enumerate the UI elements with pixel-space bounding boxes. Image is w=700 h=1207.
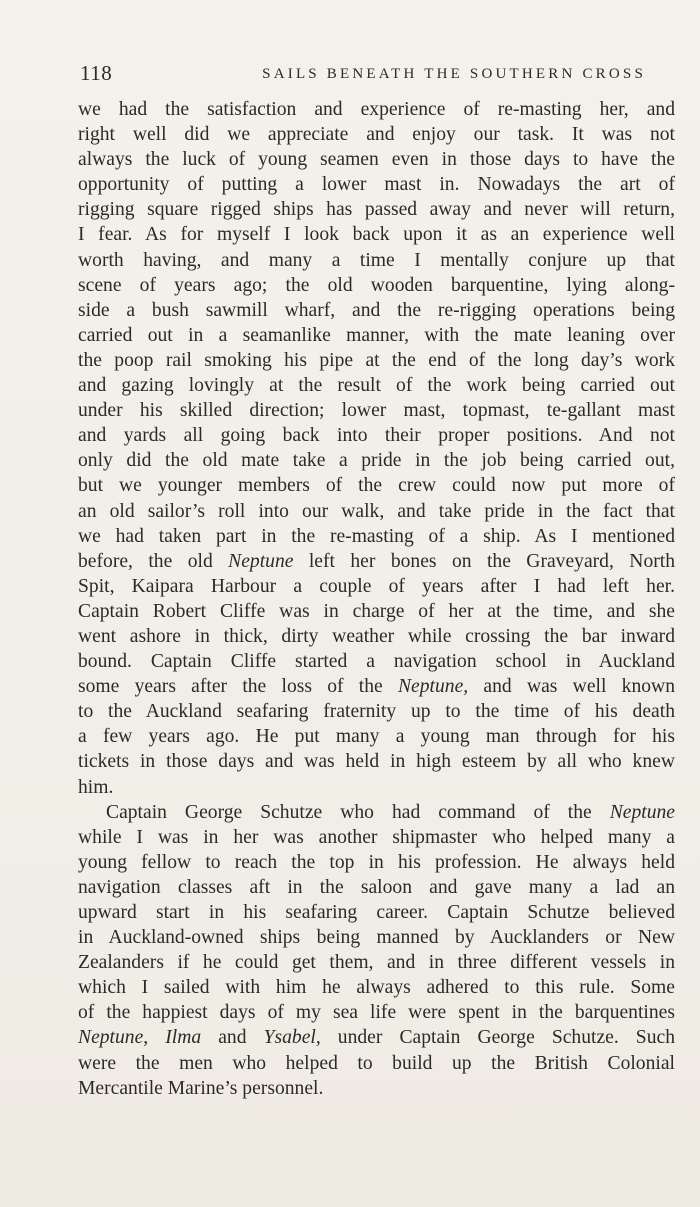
text-segment: I fear. As for myself I look back upon it as an experience well <box>78 224 675 246</box>
italic-ship-name: Neptune, Ilma <box>78 1027 202 1049</box>
text-segment: carried out in a seamanlike manner, with the mate leaning over <box>78 324 675 346</box>
text-segment: we had the satisfaction and experience of re-masting her, and <box>78 99 675 120</box>
text-segment: which I sailed with him he always adhered to this rule. Some <box>78 977 675 999</box>
text-segment: in Auckland-owned ships being manned by Aucklanders or New <box>78 927 675 949</box>
text-line <box>78 147 675 172</box>
running-head <box>80 58 646 88</box>
text-line <box>78 398 675 423</box>
text-segment: Captain Robert Cliffe was in charge of her at the time, and she <box>78 600 675 622</box>
text-segment: to the Auckland seafaring fraternity up to the time of his death <box>78 701 675 723</box>
text-line <box>78 900 675 925</box>
paragraph <box>78 97 675 800</box>
text-line <box>78 172 675 197</box>
text-line <box>78 800 675 825</box>
text-segment: worth having, and many a time I mentally conjure up that <box>78 249 675 271</box>
text-segment: right well did we appreciate and enjoy our task. It was not <box>78 124 675 146</box>
text-line <box>78 674 675 699</box>
text-segment: and <box>201 1027 264 1049</box>
text-line <box>78 499 675 524</box>
text-segment: always the luck of young seamen even in those days to have the <box>78 149 675 171</box>
text-segment: and was well known <box>468 676 675 698</box>
text-line <box>78 574 675 599</box>
text-line <box>78 1076 675 1101</box>
text-segment: only did the old mate take a pride in the job being carried out, <box>78 450 675 472</box>
text-line <box>78 950 675 975</box>
italic-ship-name: Neptune, <box>397 676 469 698</box>
text-segment: left her bones on the Graveyard, North <box>293 550 676 572</box>
text-segment: were the men who helped to build up the British Colonial <box>78 1052 675 1074</box>
text-line <box>78 699 675 724</box>
text-line <box>78 248 675 273</box>
text-line <box>78 473 675 498</box>
text-segment: and yards all going back into their proper positions. And not <box>78 425 675 447</box>
text-segment: of the happiest days of my sea life were spent in the barquentines <box>78 1002 675 1024</box>
text-line <box>78 97 675 122</box>
text-segment: bound. Captain Cliffe started a navigation school in Auckland <box>78 651 675 673</box>
text-segment: went ashore in thick, dirty weather while crossing the bar inward <box>78 625 675 647</box>
text-line <box>78 348 675 373</box>
text-line <box>78 524 675 549</box>
text-segment: upward start in his seafaring career. Captain Schutze believed <box>78 902 675 923</box>
text-line <box>78 599 675 624</box>
text-line <box>78 749 675 774</box>
text-segment: a few years ago. He put many a young man through for his <box>78 726 675 748</box>
italic-ship-name: Ysabel, <box>263 1027 321 1049</box>
text-line <box>78 624 675 649</box>
text-line <box>78 549 675 574</box>
body-text <box>78 97 675 1101</box>
text-segment: young fellow to reach the top in his profession. He always held <box>78 851 675 873</box>
running-title: SAILS BENEATH THE SOUTHERN CROSS <box>262 66 646 82</box>
text-segment: but we younger members of the crew could now put more of <box>78 475 675 497</box>
text-line <box>78 448 675 473</box>
text-segment: under his skilled direction; lower mast, topmast, te-gallant mast <box>78 400 675 422</box>
page-number: 118 <box>80 61 113 85</box>
text-segment: Zealanders if he could get them, and in three different vessels in <box>78 952 675 974</box>
text-segment: while I was in her was another shipmaster who helped many a <box>78 826 675 848</box>
text-line <box>78 298 675 323</box>
text-line <box>78 1000 675 1025</box>
text-line <box>78 850 675 875</box>
text-segment: him. <box>78 776 114 798</box>
text-segment: navigation classes aft in the saloon and gave many a lad an <box>78 876 675 898</box>
text-line <box>78 1025 675 1050</box>
text-line <box>78 775 675 800</box>
text-line <box>78 825 675 850</box>
text-line <box>78 197 675 222</box>
text-line <box>78 724 675 749</box>
text-line <box>78 975 675 1000</box>
text-segment: Mercantile Marine’s personnel. <box>78 1077 324 1099</box>
text-line <box>78 925 675 950</box>
text-line <box>78 323 675 348</box>
text-segment: scene of years ago; the old wooden barquentine, lying along- <box>78 274 675 296</box>
text-segment: an old sailor’s roll into our walk, and take pride in the fact that <box>78 500 675 522</box>
text-segment: and gazing lovingly at the result of the work being carried out <box>78 375 675 397</box>
text-line <box>78 423 675 448</box>
text-segment: before, the old <box>78 550 229 572</box>
text-line <box>78 273 675 298</box>
text-segment: Captain George Schutze who had command of the <box>106 801 610 823</box>
italic-ship-name: Neptune <box>609 801 675 823</box>
paragraph <box>78 800 675 1101</box>
text-segment: opportunity of putting a lower mast in. Nowadays the art of <box>78 174 675 196</box>
text-line <box>78 649 675 674</box>
italic-ship-name: Neptune <box>228 550 294 572</box>
text-segment: rigging square rigged ships has passed away and never will return, <box>78 199 675 221</box>
text-segment: tickets in those days and was held in high esteem by all who knew <box>78 751 675 773</box>
text-segment: under Captain George Schutze. Such <box>320 1027 675 1049</box>
text-line <box>78 1051 675 1076</box>
text-segment: we had taken part in the re-masting of a ship. As I mentioned <box>78 525 675 547</box>
text-segment: side a bush sawmill wharf, and the re-rigging operations being <box>78 299 675 321</box>
text-line <box>78 222 675 247</box>
text-segment: Spit, Kaipara Harbour a couple of years after I had left her. <box>78 575 675 597</box>
text-segment: some years after the loss of the <box>78 676 398 698</box>
text-segment: the poop rail smoking his pipe at the end of the long day’s work <box>78 349 675 371</box>
text-line <box>78 875 675 900</box>
text-line <box>78 373 675 398</box>
text-line <box>78 122 675 147</box>
